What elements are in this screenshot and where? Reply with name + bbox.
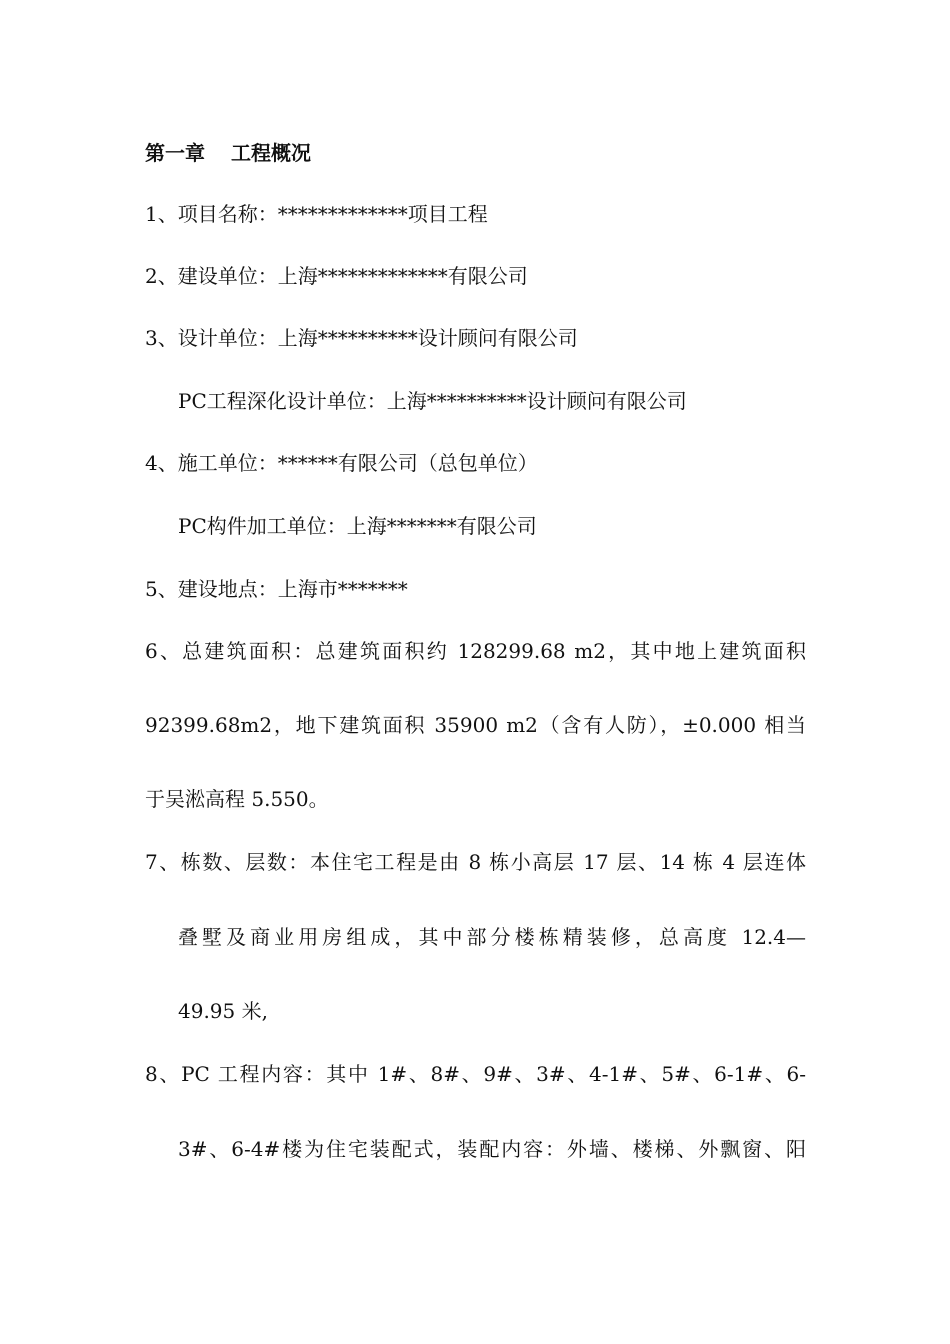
item-contractor: 4、施工单位：******有限公司（总包单位） <box>145 451 538 475</box>
item-buildings-line3: 49.95 米, <box>178 999 268 1023</box>
item-buildings-line1: 7、栋数、层数：本住宅工程是由 8 栋小高层 17 层、14 栋 4 层连体 <box>145 850 806 874</box>
item-pc-designer: PC工程深化设计单位：上海**********设计顾问有限公司 <box>178 389 687 413</box>
item-buildings-line2: 叠墅及商业用房组成，其中部分楼栋精装修，总高度 12.4— <box>178 925 806 949</box>
item-area-line2: 92399.68m2，地下建筑面积 35900 m2（含有人防），±0.000 相当 <box>145 713 806 737</box>
chapter-title: 工程概况 <box>231 141 311 165</box>
item-area-line3: 于吴淞高程 5.550。 <box>145 787 329 811</box>
chapter-number: 第一章 <box>145 141 205 165</box>
chapter-heading <box>145 140 311 166</box>
item-pc-fabricator: PC构件加工单位：上海*******有限公司 <box>178 514 537 538</box>
item-pc-scope-line2: 3#、6-4#楼为住宅装配式，装配内容：外墙、楼梯、外飘窗、阳 <box>178 1137 806 1161</box>
item-developer: 2、建设单位：上海*************有限公司 <box>145 264 528 288</box>
item-location: 5、建设地点：上海市******* <box>145 577 408 601</box>
item-designer: 3、设计单位：上海**********设计顾问有限公司 <box>145 326 578 350</box>
item-area-line1: 6、总建筑面积：总建筑面积约 128299.68 m2，其中地上建筑面积 <box>145 639 806 663</box>
item-pc-scope-line1: 8、PC 工程内容：其中 1#、8#、9#、3#、4-1#、5#、6-1#、6- <box>145 1062 806 1086</box>
item-project-name: 1、项目名称：*************项目工程 <box>145 202 488 226</box>
